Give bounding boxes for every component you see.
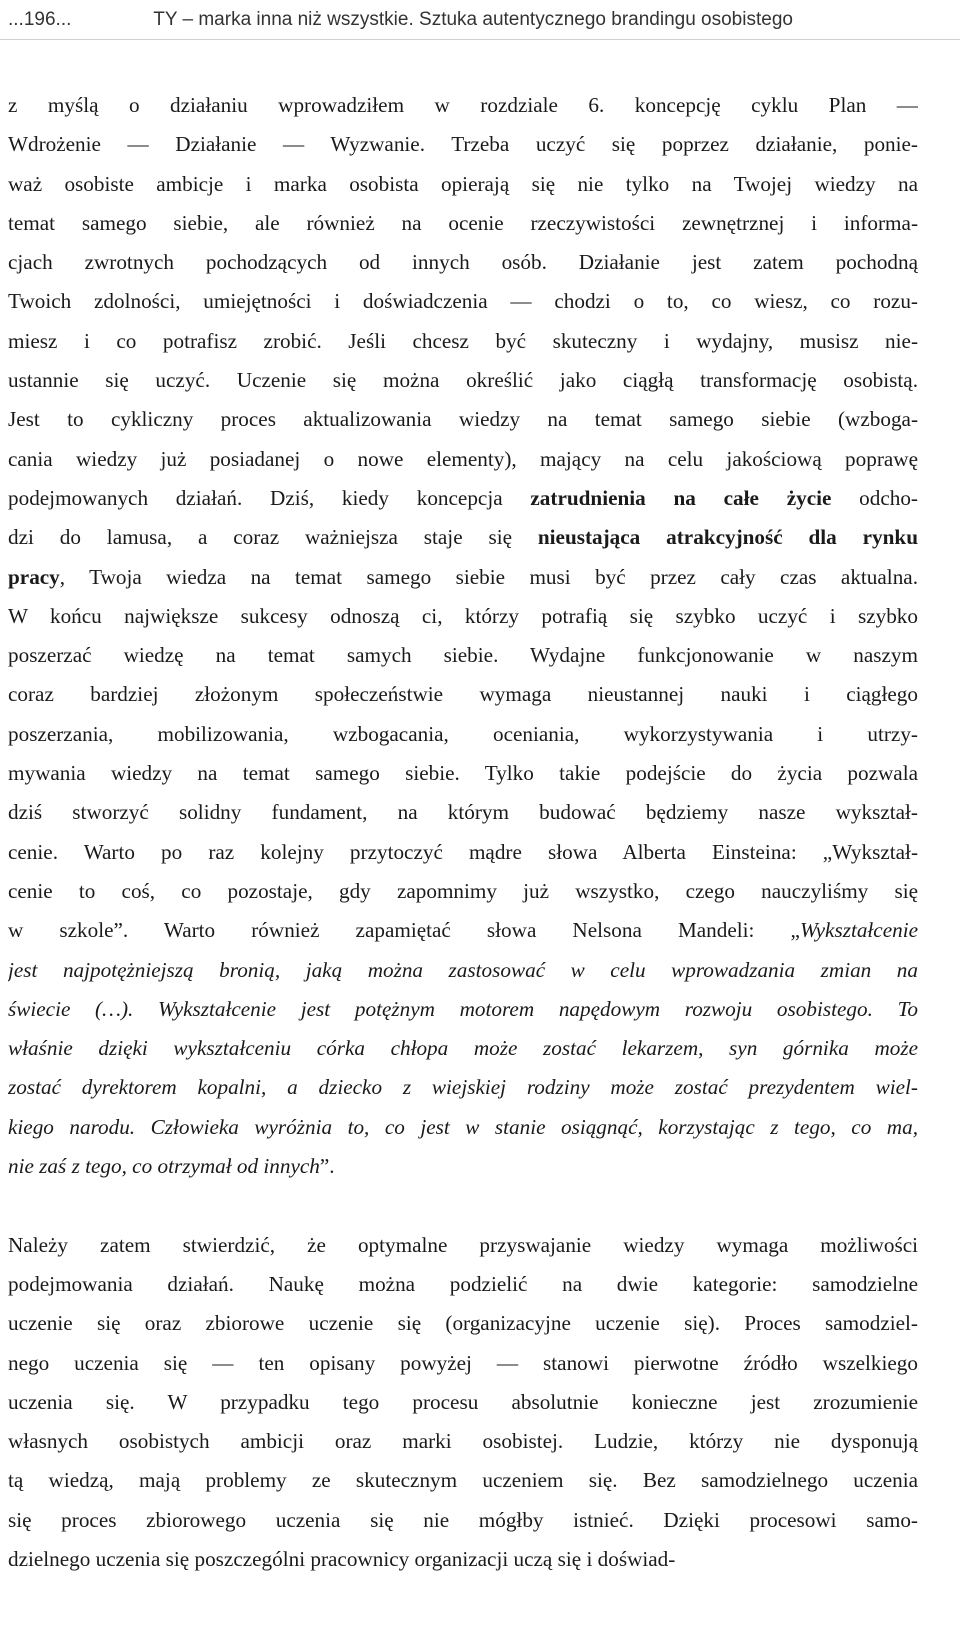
text-line <box>8 1540 918 1579</box>
emphasis-bold: pracy <box>8 564 60 589</box>
text-line <box>8 518 918 557</box>
text-line <box>8 243 918 282</box>
text-line <box>8 1383 918 1422</box>
quotation-italic: zostać dyrektorem kopalni, a dziecko z wiejskiej rodziny może zostać prezydentem wiel- <box>8 1075 918 1100</box>
text-line <box>8 1068 918 1107</box>
text-line <box>8 1344 918 1383</box>
text-run: Wdrożenie — Działanie — Wyzwanie. Trzeba uczyć się poprzez działanie, ponie- <box>8 132 918 157</box>
running-title: TY – marka inna niż wszystkie. Sztuka autentycznego brandingu osobistego <box>153 9 793 30</box>
text-run: , Twoja wiedza na temat samego siebie musi być przez cały czas aktualna. <box>59 564 918 589</box>
body-text <box>8 86 918 1579</box>
text-run: ustannie się uczyć. Uczenie się można określić jako ciągłą transformację osobistą. <box>8 368 918 393</box>
text-line <box>8 1029 918 1068</box>
text-line <box>8 911 918 950</box>
text-run: nego uczenia się — ten opisany powyżej — stanowi pierwotne źródło wszelkiego <box>8 1350 918 1375</box>
text-line <box>8 990 918 1029</box>
text-run: odcho- <box>831 485 918 510</box>
text-line <box>8 282 918 321</box>
text-run: waż osobiste ambicje i marka osobista opierają się nie tylko na Twojej wiedzy na <box>8 171 918 196</box>
header-divider <box>0 39 960 40</box>
text-line <box>8 1265 918 1304</box>
text-run: W końcu największe sukcesy odnoszą ci, którzy potrafią się szybko uczyć i szybko <box>8 603 918 628</box>
text-run: poszerzania, mobilizowania, wzbogacania, oceniania, wykorzystywania i utrzy- <box>8 721 918 746</box>
text-line <box>8 440 918 479</box>
text-line <box>8 872 918 911</box>
text-line <box>8 1461 918 1500</box>
text-line <box>8 361 918 400</box>
text-line <box>8 1501 918 1540</box>
text-line <box>8 675 918 714</box>
text-run: cenie. Warto po raz kolejny przytoczyć mądre słowa Alberta Einsteina: „Wykształ- <box>8 839 918 864</box>
quotation-italic: kiego narodu. Człowieka wyróżnia to, co jest w stanie osiągnąć, korzystając z tego, co ma, <box>8 1114 918 1139</box>
text-line <box>8 1226 918 1265</box>
quotation-italic: jest najpotężniejszą bronią, jaką można zastosować w celu wprowadzania zmian na <box>8 957 918 982</box>
text-line <box>8 793 918 832</box>
text-line <box>8 636 918 675</box>
text-line <box>8 165 918 204</box>
text-line <box>8 951 918 990</box>
text-line <box>8 86 918 125</box>
text-run: dziś stworzyć solidny fundament, na którym budować będziemy nasze wykształ- <box>8 800 918 825</box>
text-line <box>8 558 918 597</box>
paragraph-2 <box>8 1226 918 1580</box>
text-line <box>8 1422 918 1461</box>
text-run: własnych osobistych ambicji oraz marki osobistej. Ludzie, którzy nie dysponują <box>8 1429 918 1454</box>
text-run: miesz i co potrafisz zrobić. Jeśli chcesz być skuteczny i wydajny, musisz nie- <box>8 328 918 353</box>
text-line <box>8 400 918 439</box>
text-run: uczenia się. W przypadku tego procesu absolutnie konieczne jest zrozumienie <box>8 1389 918 1414</box>
text-run: dzielnego uczenia się poszczególni pracownicy organizacji uczą się i doświad- <box>8 1546 676 1571</box>
text-run: z myślą o działaniu wprowadziłem w rozdziale 6. koncepcję cyklu Plan — <box>8 93 918 117</box>
text-run: cjach zwrotnych pochodzących od innych osób. Działanie jest zatem pochodną <box>8 250 918 275</box>
text-run: w szkole”. Warto również zapamiętać słowa Nelsona Mandeli: „ <box>8 918 800 943</box>
quotation-italic: nie zaś z tego, co otrzymał od innych <box>8 1154 320 1179</box>
text-run: uczenie się oraz zbiorowe uczenie się (organizacyjne uczenie się). Proces samodziel- <box>8 1311 918 1336</box>
text-run: ”. <box>319 1154 335 1179</box>
text-run: Twoich zdolności, umiejętności i doświadczenia — chodzi o to, co wiesz, co rozu- <box>8 289 918 314</box>
text-run: poszerzać wiedzę na temat samych siebie. Wydajne funkcjonowanie w naszym <box>8 643 918 668</box>
page-number: ...196... <box>8 9 72 30</box>
quotation-italic: świecie (…). Wykształcenie jest potężnym motorem napędowym rozwoju osobistego. To <box>8 996 918 1021</box>
text-line <box>8 1108 918 1147</box>
text-line <box>8 1304 918 1343</box>
text-line <box>8 754 918 793</box>
quotation-italic: właśnie dzięki wykształceniu córka chłopa może zostać lekarzem, syn górnika może <box>8 1036 918 1061</box>
text-run: mywania wiedzy na temat samego siebie. Tylko takie podejście do życia pozwala <box>8 761 918 786</box>
text-line <box>8 125 918 164</box>
text-line <box>8 597 918 636</box>
text-run: się proces zbiorowego uczenia się nie mógłby istnieć. Dzięki procesowi samo- <box>8 1507 918 1532</box>
text-run: Jest to cykliczny proces aktualizowania wiedzy na temat samego siebie (wzboga- <box>8 407 918 432</box>
quotation-italic: Wykształcenie <box>799 918 918 943</box>
text-line <box>8 322 918 361</box>
text-line <box>8 833 918 872</box>
text-run: Należy zatem stwierdzić, że optymalne przyswajanie wiedzy wymaga możliwości <box>8 1232 918 1257</box>
text-line <box>8 204 918 243</box>
text-run: cenie to coś, co pozostaje, gdy zapomnimy już wszystko, czego nauczyliśmy się <box>8 878 918 903</box>
text-line <box>8 479 918 518</box>
text-line <box>8 715 918 754</box>
text-run: podejmowanych działań. Dziś, kiedy koncepcja <box>8 485 531 510</box>
text-line <box>8 1147 918 1186</box>
emphasis-bold: nieustająca atrakcyjność dla rynku <box>537 525 918 550</box>
paragraph-1 <box>8 86 918 1186</box>
text-run: podejmowania działań. Naukę można podzielić na dwie kategorie: samodzielne <box>8 1271 918 1296</box>
running-header <box>8 4 952 36</box>
text-run: dzi do lamusa, a coraz ważniejsza staje się <box>8 525 538 550</box>
text-run: temat samego siebie, ale również na ocenie rzeczywistości zewnętrznej i informa- <box>8 210 918 235</box>
text-run: coraz bardziej złożonym społeczeństwie wymaga nieustannej nauki i ciągłego <box>8 682 918 707</box>
text-run: cania wiedzy już posiadanej o nowe elementy), mający na celu jakościową poprawę <box>8 446 918 471</box>
emphasis-bold: zatrudnienia na całe życie <box>530 485 832 510</box>
text-run: tą wiedzą, mają problemy ze skutecznym uczeniem się. Bez samodzielnego uczenia <box>8 1468 918 1493</box>
